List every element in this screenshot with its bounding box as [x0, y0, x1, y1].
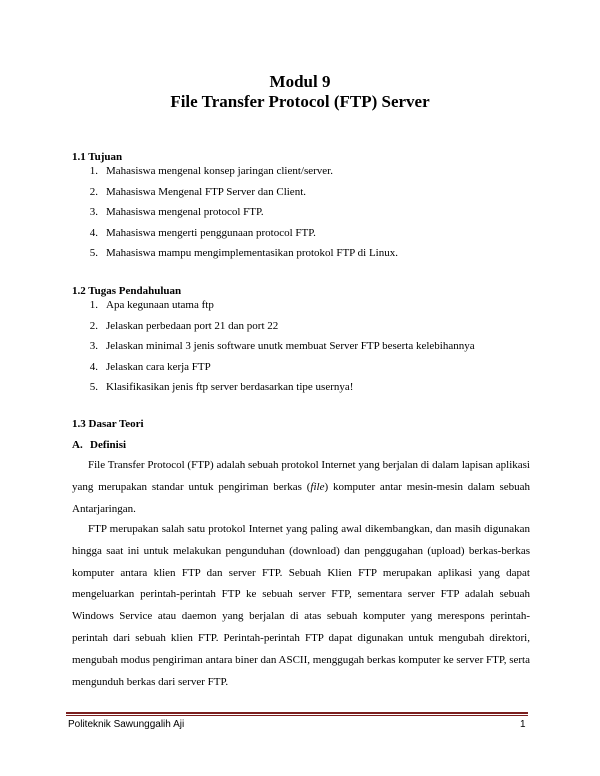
footer-institution: Politeknik Sawunggalih Aji: [68, 719, 185, 730]
list-item: 4. Mahasiswa mengerti penggunaan protocol FTP.: [89, 226, 316, 239]
module-title: File Transfer Protocol (FTP) Server: [170, 92, 430, 111]
list-item: 3. Mahasiswa mengenal protocol FTP.: [89, 206, 264, 218]
preliminary-tasks-list: [72, 295, 475, 398]
footer-rule-thin: [66, 715, 528, 716]
module-number: Modul 9: [269, 72, 331, 91]
objectives-list: [72, 161, 398, 264]
list-item: 5. Mahasiswa mampu mengimplementasikan protokol FTP di Linux.: [89, 247, 398, 259]
list-item: 5. Klasifikasikan jenis ftp server berdasarkan tipe usernya!: [89, 381, 354, 393]
list-item: 2. Mahasiswa Mengenal FTP Server dan Client.: [89, 185, 306, 198]
list-item: 1. Mahasiswa mengenal konsep jaringan client/server.: [89, 165, 333, 177]
paragraph-ftp-overview: FTP merupakan salah satu protokol Internet yang paling awal dikembangkan, dan masih digunakan hingga saat ini untuk melakukan pengunduhan (download) dan penggugahan (upload) berkas-berkas komputer antara klien FTP dan server FTP. Sebuah Klien FTP merupakan aplikasi yang dapat mengeluarkan perintah-perintah FTP ke sebuah server FTP, sementara server FTP adalah sebuah Windows Service atau daemon yang berjalan di atas sebuah komputer yang merespons perintah-perintah dari sebuah klien FTP. Perintah-perintah FTP dapat digunakan untuk mengubah direktori, mengubah modus pengiriman antara biner dan ASCII, menggugah berkas komputer ke server FTP, serta mengunduh berkas dari server FTP.: [72, 523, 530, 688]
footer-rule: [66, 712, 528, 714]
section-heading-tugas-pendahuluan: 1.2 Tugas Pendahuluan: [72, 285, 182, 297]
subsection-heading-definisi: A. Definisi: [72, 439, 127, 451]
list-item: 2. Jelaskan perbedaan port 21 dan port 22: [89, 319, 279, 332]
list-item: 4. Jelaskan cara kerja FTP: [89, 360, 211, 373]
page-number: 1: [520, 719, 526, 730]
paragraph-definition: File Transfer Protocol (FTP) adalah sebuah protokol Internet yang berjalan di dalam lapisan aplikasi yang merupakan standar untuk pengiriman berkas (file) komputer antar mesin-mesin dalam sebuah Antarjaringan.: [72, 459, 530, 515]
section-heading-dasar-teori: 1.3 Dasar Teori: [72, 418, 144, 430]
list-item: 1. Apa kegunaan utama ftp: [89, 299, 214, 311]
list-item: 3. Jelaskan minimal 3 jenis software unutk membuat Server FTP beserta kelebihannya: [89, 340, 475, 352]
section-heading-tujuan: 1.1 Tujuan: [72, 151, 123, 163]
